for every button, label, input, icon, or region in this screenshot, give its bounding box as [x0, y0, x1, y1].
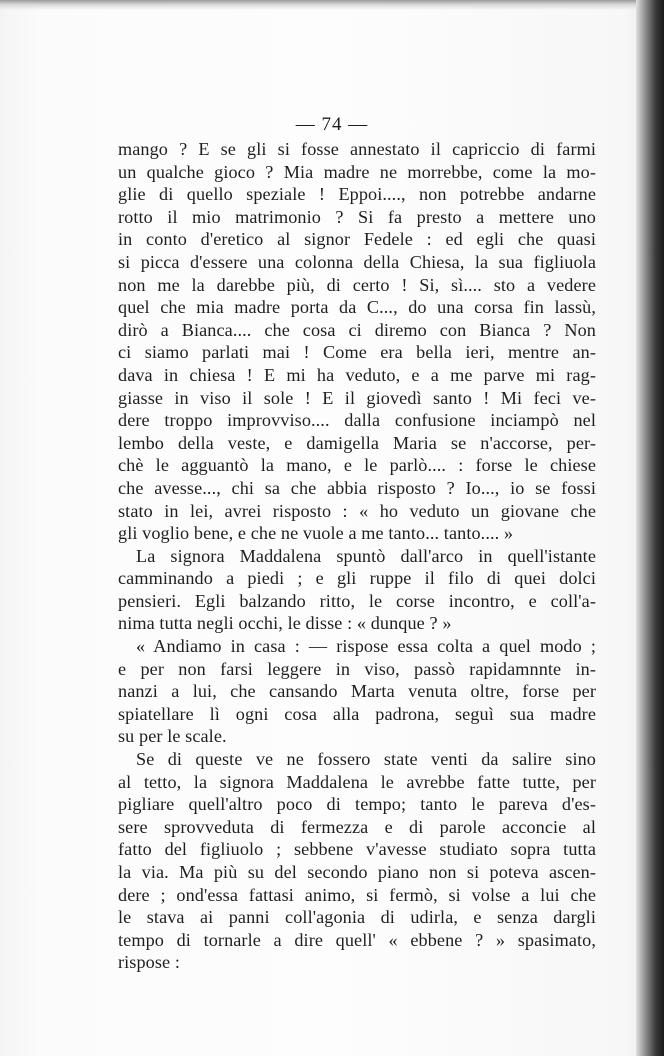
text-line: mango ? E se gli si fosse annestato il capriccio di farmi: [118, 139, 596, 159]
text-line: quel che mia madre porta da C..., do una corsa fin lassù,: [118, 297, 596, 318]
body-text: [118, 138, 596, 974]
text-line: pensieri. Egli balzando ritto, le corse incontro, e coll'a-: [118, 590, 596, 611]
text-line: La signora Maddalena spuntò dall'arco in quell'istante: [136, 545, 596, 566]
text-line: nima tutta negli occhi, le disse : « dunque ? »: [118, 613, 452, 634]
text-line: in conto d'eretico al signor Fedele : ed egli che quasi: [118, 229, 596, 250]
text-line: dere troppo improvviso.... dalla confusione inciampò nel: [118, 410, 596, 431]
text-line: nanzi a lui, che cansando Marta venuta oltre, forse per: [118, 681, 596, 702]
text-line: ci siamo parlati mai ! Come era bella ieri, mentre an-: [118, 342, 596, 363]
text-line: fatto del figliuolo ; sebbene v'avesse studiato sopra tutta: [118, 839, 596, 860]
text-line: stato in lei, avrei risposto : « ho veduto un giovane che: [118, 500, 596, 521]
text-line: tempo di tornarle a dire quell' « ebbene ? » spasimato,: [118, 929, 596, 950]
text-line: giasse in viso il sole ! E il giovedì santo ! Mi feci ve-: [118, 387, 596, 408]
text-line: camminando a piedi ; e gli ruppe il filo di quei dolci: [118, 568, 596, 589]
text-line: e per non farsi leggere in viso, passò rapidamnnte in-: [118, 658, 596, 679]
text-line: « Andiamo in casa : — rispose essa colta a quel modo ;: [136, 636, 596, 657]
text-line: su per le scale.: [118, 726, 227, 747]
text-line: al tetto, la signora Maddalena le avrebbe fatte tutte, per: [118, 771, 596, 792]
text-line: sere sprovveduta di fermezza e di parole acconcie al: [118, 816, 596, 837]
text-line: la via. Ma più su del secondo piano non si poteva ascen-: [118, 862, 596, 882]
page-number: — 74 —: [295, 114, 369, 135]
text-line: gli voglio bene, e che ne vuole a me tanto... tanto.... »: [118, 523, 514, 544]
text-line: rotto il mio matrimonio ? Si fa presto a mettere uno: [118, 206, 596, 227]
page-top-edge: [0, 0, 664, 10]
text-line: dirò a Bianca.... che cosa ci diremo con Bianca ? Non: [118, 319, 596, 340]
page-binding-shadow: [636, 0, 664, 1056]
text-line: un qualche gioco ? Mia madre ne morrebbe, come la mo-: [118, 161, 596, 182]
text-line: spiatellare lì ogni cosa alla padrona, seguì sua madre: [118, 703, 596, 724]
text-line: le stava ai panni coll'agonia di udirla, e senza dargli: [118, 907, 596, 928]
text-line: rispose :: [118, 952, 181, 973]
text-line: non me la darebbe più, di certo ! Si, sì.... sto a vedere: [118, 274, 596, 295]
text-line: Se di queste ve ne fossero state venti da salire sino: [136, 749, 596, 770]
text-line: pigliare quell'altro poco di tempo; tanto le pareva d'es-: [118, 794, 596, 815]
text-line: dere ; ond'essa fattasi animo, si fermò, si volse a lui che: [118, 884, 596, 905]
text-line: dava in chiesa ! E mi ha veduto, e a me parve mi rag-: [118, 364, 596, 385]
text-line: lembo della veste, e damigella Maria se n'accorse, per-: [118, 432, 596, 453]
text-line: che avesse..., chi sa che abbia risposto ? Io..., io se fossi: [118, 477, 596, 498]
text-line: chè le agguantò la mano, e le parlò.... : forse le chiese: [118, 455, 596, 476]
text-line: glie di quello speziale ! Eppoi...., non potrebbe andarne: [118, 184, 596, 205]
text-line: si picca d'essere una colonna della Chiesa, la sua figliuola: [118, 251, 596, 272]
